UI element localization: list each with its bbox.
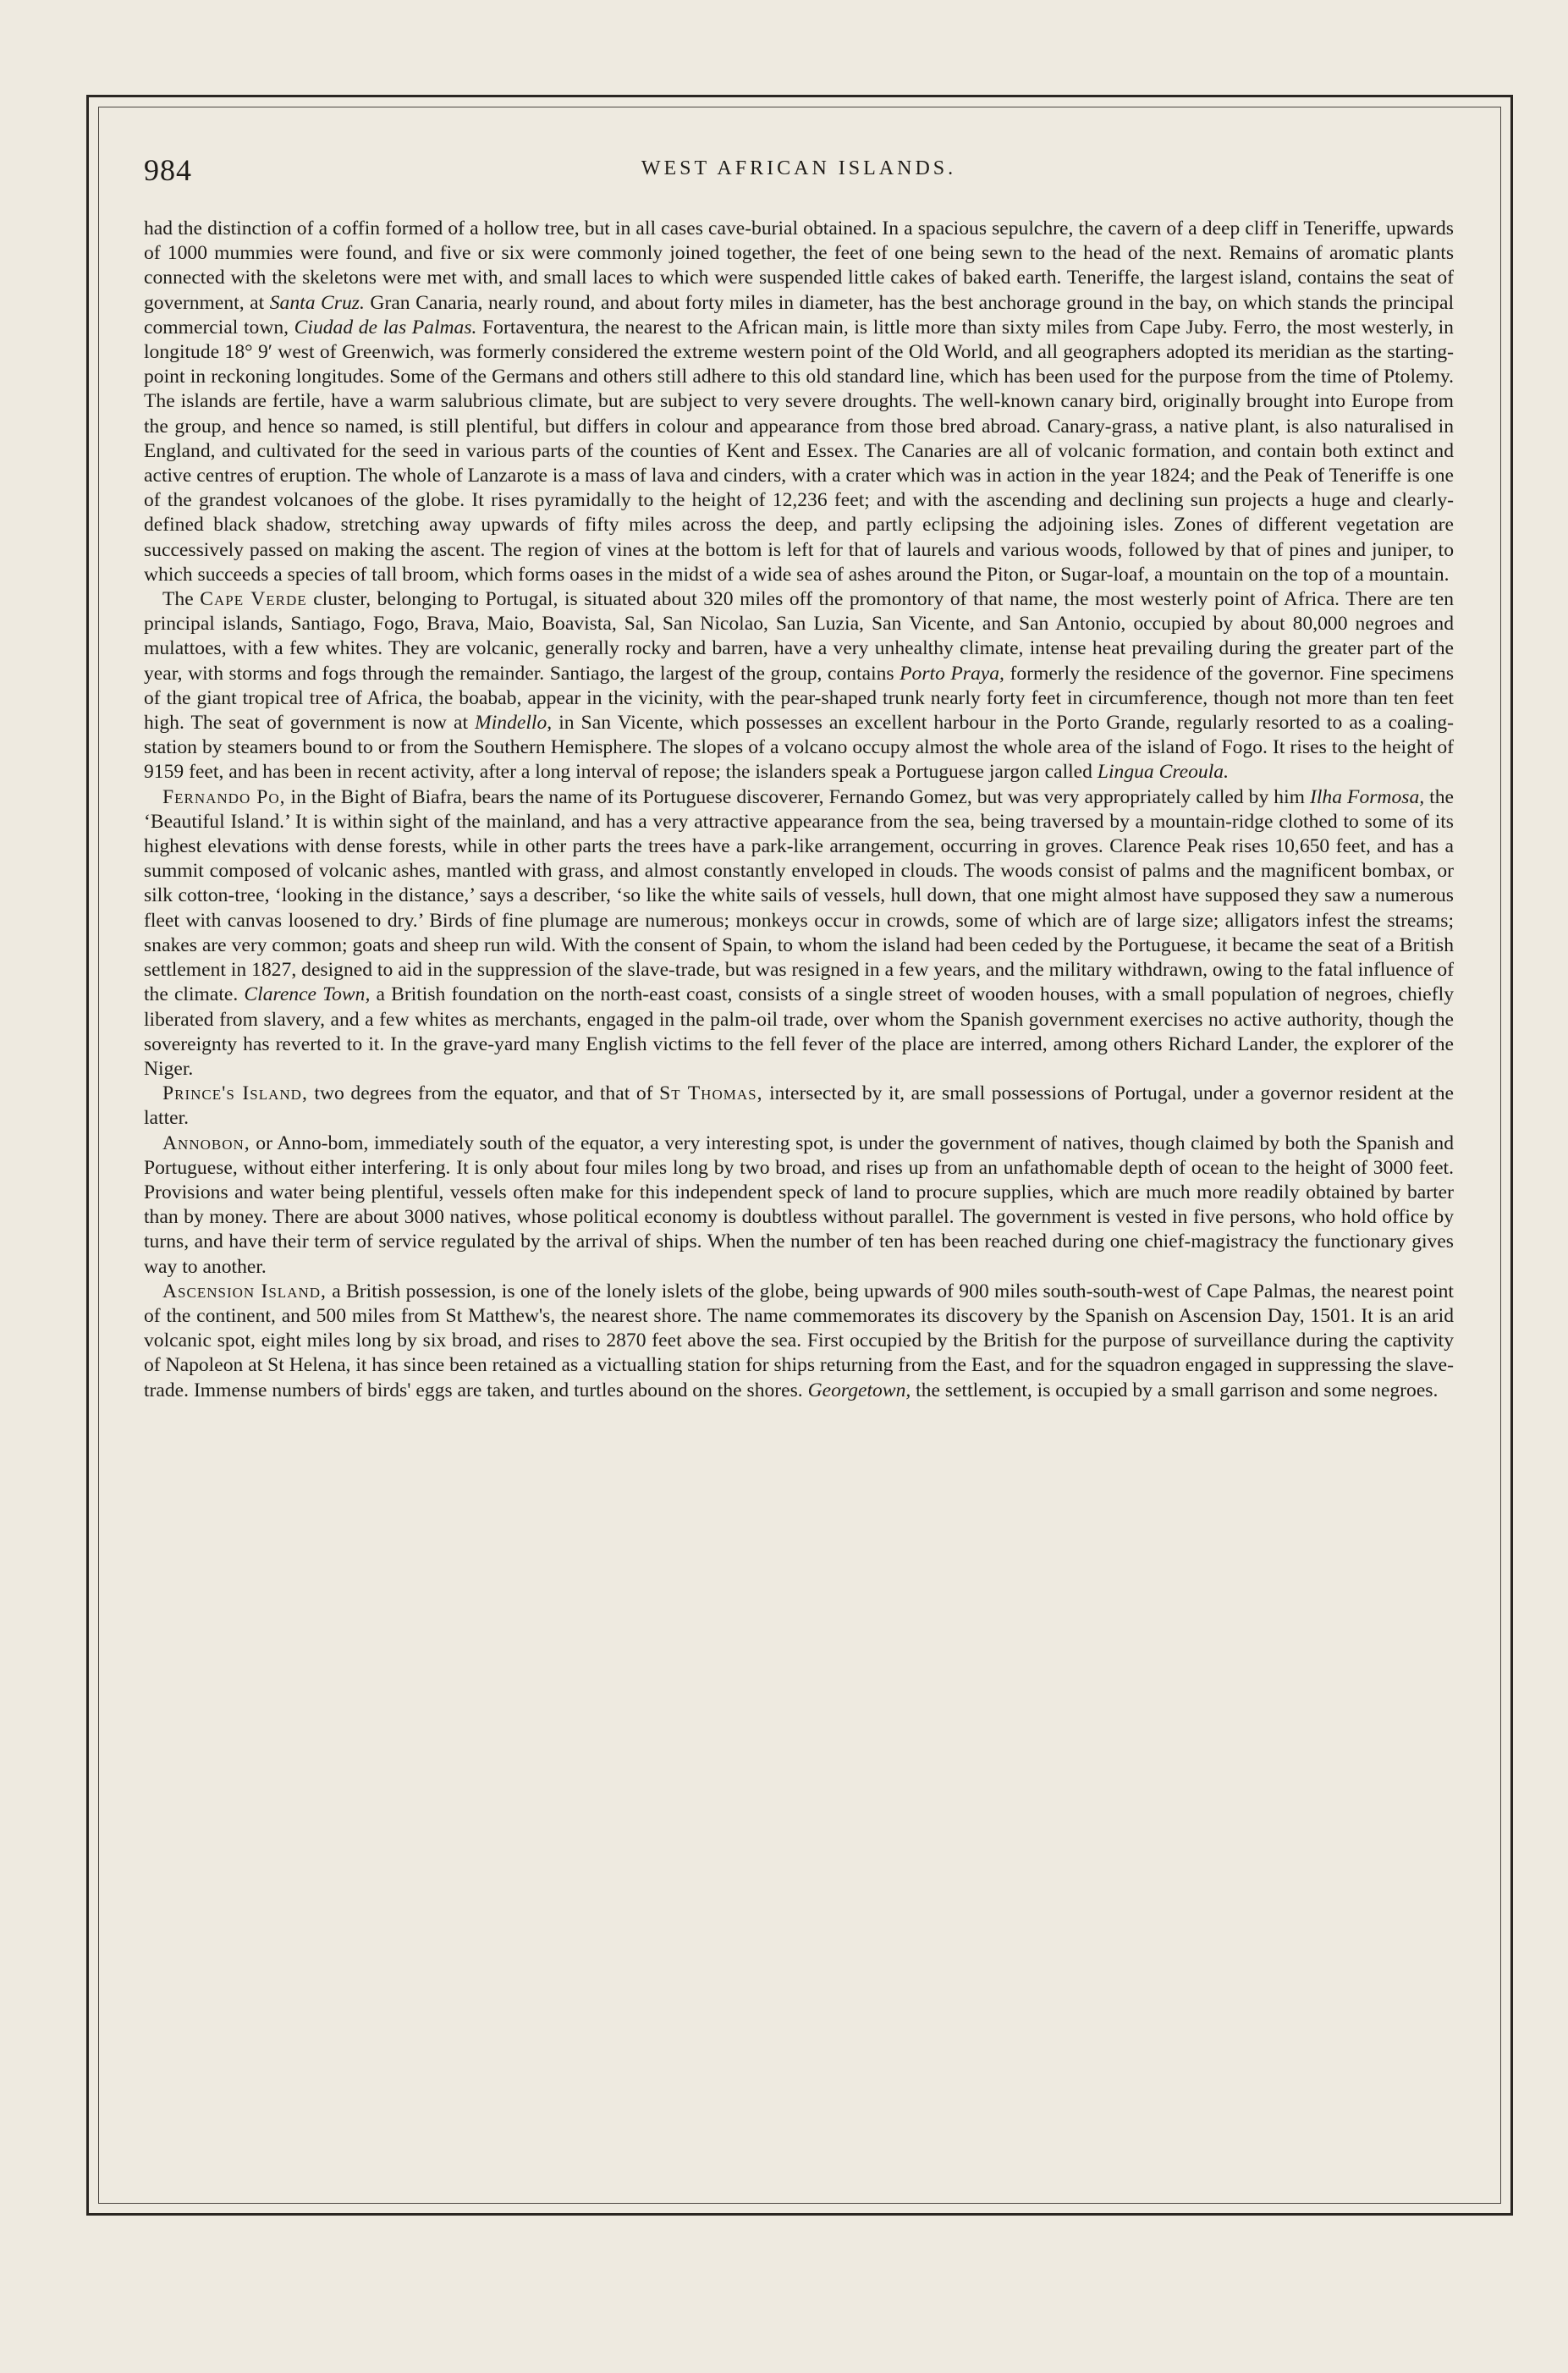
- small-caps-heading: Fernando Po,: [162, 785, 286, 808]
- text-run: a British possession, is one of the lonely islets of the globe, being upwards of 900 miles south-south-west of Cape Palmas, the nearest point of the continent, and 500 miles from St Matthew's, the nearest shore. The name commemorates its discovery by the Spanish on Ascension Day, 1501. It is an arid volcanic spot, eight miles long by six broad, and rises to 2870 feet above the sea. First occupied by the British for the purpose of surveillance during the captivity of Napoleon at St Helena, it has since been retained as a victualling station for ships returning from the East, and for the squadron engaged in suppressing the slave-trade. Immense numbers of birds' eggs are taken, and turtles abound on the shores.: [144, 1280, 1454, 1401]
- text-run: a British foundation on the north-east coast, consists of a single street of wooden houses, with a small population of negroes, chiefly liberated from slavery, and a few whites as merchants, engaged in the palm-oil trade, over whom the Spanish government exercises no active authority, though the sovereignty has reverted to it. In the grave-yard many English victims to the fell fever of the place are interred, among others Richard Lander, the explorer of the Niger.: [144, 983, 1454, 1080]
- italic-term: Lingua Creoula.: [1097, 761, 1229, 784]
- small-caps-heading: Prince's Island,: [162, 1082, 308, 1105]
- text-run: intersected by it, are small possessions of Portugal, under a governor resident at the latter.: [144, 1082, 1454, 1130]
- text-run: Gran Canaria, nearly round, and about forty miles in diameter, has the best anchorage ground in the bay, on which stands the principal commercial town,: [144, 291, 1454, 339]
- body-text: [144, 217, 1454, 2163]
- paragraph-fernando-po: [144, 785, 1454, 1082]
- text-run: in San Vicente, which possesses an excellent harbour in the Porto Grande, regularly resorted to as a coaling-station by steamers bound to or from the Southern Hemisphere. The slopes of a volcano occupy almost the whole area of the island of Fogo. It rises to the height of 9159 feet, and has been in recent activity, after a long interval of repose; the islanders speak a Portuguese jargon called: [144, 712, 1454, 784]
- text-run: the settlement, is occupied by a small garrison and some negroes.: [911, 1379, 1439, 1401]
- paragraph-princes-island: [144, 1082, 1454, 1131]
- paragraph-annobon: [144, 1131, 1454, 1280]
- text-run: had the distinction of a coffin formed of a hollow tree, but in all cases cave-burial obtained. In a spacious sepulchre, the cavern of a deep cliff in Teneriffe, upwards of 1000 mummies were found, and five or six were commonly joined together, the feet of one being sewn to the head of the next. Remains of aromatic plants connected with the skeletons were met with, and small laces to which were suspended little cakes of baked earth. Teneriffe, the largest island, contains the seat of government, at: [144, 217, 1454, 314]
- small-caps-heading: Annobon,: [162, 1131, 250, 1154]
- text-run: cluster, belonging to Portugal, is situated about 320 miles off the promontory of that name, the most westerly point of Africa. There are ten principal islands, Santiago, Fogo, Brava, Maio, Boavista, Sal, San Nicolao, San Luzia, San Vicente, and San Antonio, occupied by about 80,000 negroes and mulattoes, with a few whites. They are volcanic, generally rocky and barren, have a very unhealthy climate, intense heat prevailing during the greater part of the year, with storms and fogs through the remainder. Santiago, the largest of the group, contains: [144, 588, 1454, 685]
- page-header: [144, 152, 1454, 203]
- running-head: WEST AFRICAN ISLANDS.: [641, 157, 957, 179]
- small-caps-heading: Ascension Island,: [162, 1280, 327, 1302]
- italic-place-name: Ciudad de las Palmas.: [294, 316, 477, 339]
- italic-place-name: Clarence Town,: [244, 983, 371, 1006]
- italic-place-name: Santa Cruz.: [269, 291, 365, 314]
- paragraph-ascension: [144, 1280, 1454, 1403]
- text-run: or Anno-bom, immediately south of the equator, a very interesting spot, is under the government of natives, though claimed by both the Spanish and Portuguese, without either interfering. It is only about four miles long by two broad, and rises up from an unfathomable depth of ocean to the height of 3000 feet. Provisions and water being plentiful, vessels often make for this independent speck of land to procure supplies, which are much more readily obtained by barter than by money. There are about 3000 natives, whose political economy is doubtless without parallel. The government is vested in five persons, who hold office by turns, and have their term of service regulated by the arrival of ships. When the number of ten has been reached during one chief-magistracy the functionary gives way to another.: [144, 1131, 1454, 1278]
- paragraph-cape-verde: [144, 587, 1454, 785]
- text-run: The: [162, 588, 201, 611]
- text-run: Fortaventura, the nearest to the African main, is little more than sixty miles from Cape Juby. Ferro, the most westerly, in longitude 18° 9′ west of Greenwich, was formerly considered the extreme western point of the Old World, and all geographers adopted its meridian as the starting-point in reckoning longitudes. Some of the Germans and others still adhere to this old standard line, which has been used for the purpose from the time of Ptolemy. The islands are fertile, have a warm salubrious climate, but are subject to very severe droughts. The well-known canary bird, originally brought into Europe from the group, and hence so named, is still plentiful, but differs in colour and appearance from those bred abroad. Canary-grass, a native plant, is also naturalised in England, and cultivated for the seed in various parts of the counties of Kent and Essex. The Canaries are all of volcanic formation, and contain both extinct and active centres of eruption. The whole of Lanzarote is a mass of lava and cinders, with a crater which was in action in the year 1824; and the Peak of Teneriffe is one of the grandest volcanoes of the globe. It rises pyramidally to the height of 12,236 feet; and with the ascending and declining sun projects a huge and clearly-defined black shadow, stretching away upwards of fifty miles across the deep, and partly eclipsing the adjoining isles. Zones of different vegetation are successively passed on making the ascent. The region of vines at the bottom is left for that of laurels and various woods, followed by that of pines and juniper, to which succeeds a species of tall broom, which forms oases in the midst of a wide sea of ashes around the Piton, or Sugar-loaf, a mountain on the top of a mountain.: [144, 316, 1454, 586]
- italic-place-name: Porto Praya,: [900, 662, 1004, 685]
- page-number: 984: [144, 153, 192, 187]
- small-caps-name: St Thomas,: [659, 1082, 763, 1105]
- italic-term: Ilha Formosa,: [1310, 785, 1425, 808]
- text-run: in the Bight of Biafra, bears the name of its Portuguese discoverer, Fernando Gomez, but was very appropriately called by him: [285, 785, 1311, 808]
- italic-place-name: Georgetown,: [807, 1379, 911, 1401]
- text-run: two degrees from the equator, and that of: [307, 1082, 660, 1105]
- text-run: formerly the residence of the governor. Fine specimens of the giant tropical tree of Africa, the boabab, appear in the vicinity, with the pear-shaped trunk nearly forty feet in circumference, though not more than ten feet high. The seat of government is now at: [144, 662, 1454, 735]
- text-run: the ‘Beautiful Island.’ It is within sight of the mainland, and has a very attractive appearance from the sea, being traversed by a mountain-ridge clothed to some of its highest elevations with dense forests, while in other parts the trees have a park-like arrangement, occurring in groves. Clarence Peak rises 10,650 feet, and has a summit composed of volcanic ashes, mantled with grass, and almost constantly enveloped in clouds. The woods consist of palms and the magnificent bombax, or silk cotton-tree, ‘looking in the distance,’ says a describer, ‘so like the white sails of vessels, hull down, that one might almost have supposed they saw a numerous fleet with canvas loosened to dry.’ Birds of fine plumage are numerous; monkeys occur in crowds, some of which are of large size; alligators infest the streams; snakes are very common; goats and sheep run wild. With the consent of Spain, to whom the island had been ceded by the Portuguese, it became the seat of a British settlement in 1827, designed to aid in the suppression of the slave-trade, but was resigned in a few years, and the military withdrawn, owing to the fatal influence of the climate.: [144, 785, 1454, 1006]
- small-caps-heading: Cape Verde: [200, 588, 307, 611]
- paragraph-canaries: [144, 217, 1454, 587]
- italic-place-name: Mindello,: [475, 712, 553, 735]
